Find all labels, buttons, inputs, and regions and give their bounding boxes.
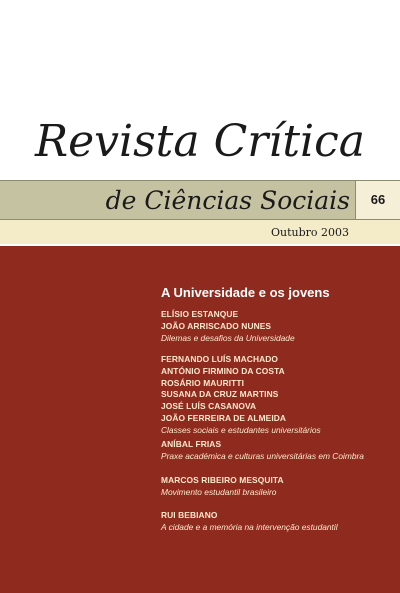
article-author: JOÃO ARRISCADO NUNES bbox=[161, 320, 272, 331]
article-2 bbox=[161, 354, 386, 437]
article-title: Dilemas e desafios da Universidade bbox=[161, 332, 295, 343]
article-author: JOSÉ LUÍS CASANOVA bbox=[161, 401, 257, 412]
journal-title: Revista Crítica bbox=[35, 116, 365, 167]
article-1 bbox=[161, 309, 386, 344]
subtitle-band bbox=[0, 180, 400, 220]
article-author: JOÃO FERREIRA DE ALMEIDA bbox=[161, 412, 287, 423]
article-author: FERNANDO LUÍS MACHADO bbox=[161, 354, 279, 364]
article-author: RUI BEBIANO bbox=[161, 510, 218, 520]
article-5 bbox=[161, 510, 386, 534]
article-title: A cidade e a memória na intervenção estudantil bbox=[161, 521, 338, 532]
article-author: ROSÁRIO MAURITTI bbox=[161, 377, 245, 388]
theme-title: A Universidade e os jovens bbox=[161, 285, 330, 300]
article-4 bbox=[161, 475, 386, 499]
article-title: Praxe académica e culturas universitárias em Coimbra bbox=[161, 450, 364, 461]
date-band bbox=[0, 220, 400, 244]
issue-number: 66 bbox=[355, 181, 400, 219]
issue-date: Outubro 2003 bbox=[270, 226, 349, 239]
contents-panel bbox=[0, 246, 400, 593]
article-author: ANTÓNIO FIRMINO DA COSTA bbox=[161, 365, 285, 376]
article-author: ELÍSIO ESTANQUE bbox=[161, 309, 239, 319]
article-title: Classes sociais e estudantes universitários bbox=[161, 424, 321, 435]
article-title: Movimento estudantil brasileiro bbox=[161, 486, 277, 497]
article-3 bbox=[161, 439, 386, 463]
article-author: ANÍBAL FRIAS bbox=[161, 439, 222, 449]
article-author: MARCOS RIBEIRO MESQUITA bbox=[161, 475, 284, 485]
journal-subtitle: de Ciências Sociais bbox=[105, 186, 350, 215]
article-author: SUSANA DA CRUZ MARTINS bbox=[161, 389, 279, 400]
